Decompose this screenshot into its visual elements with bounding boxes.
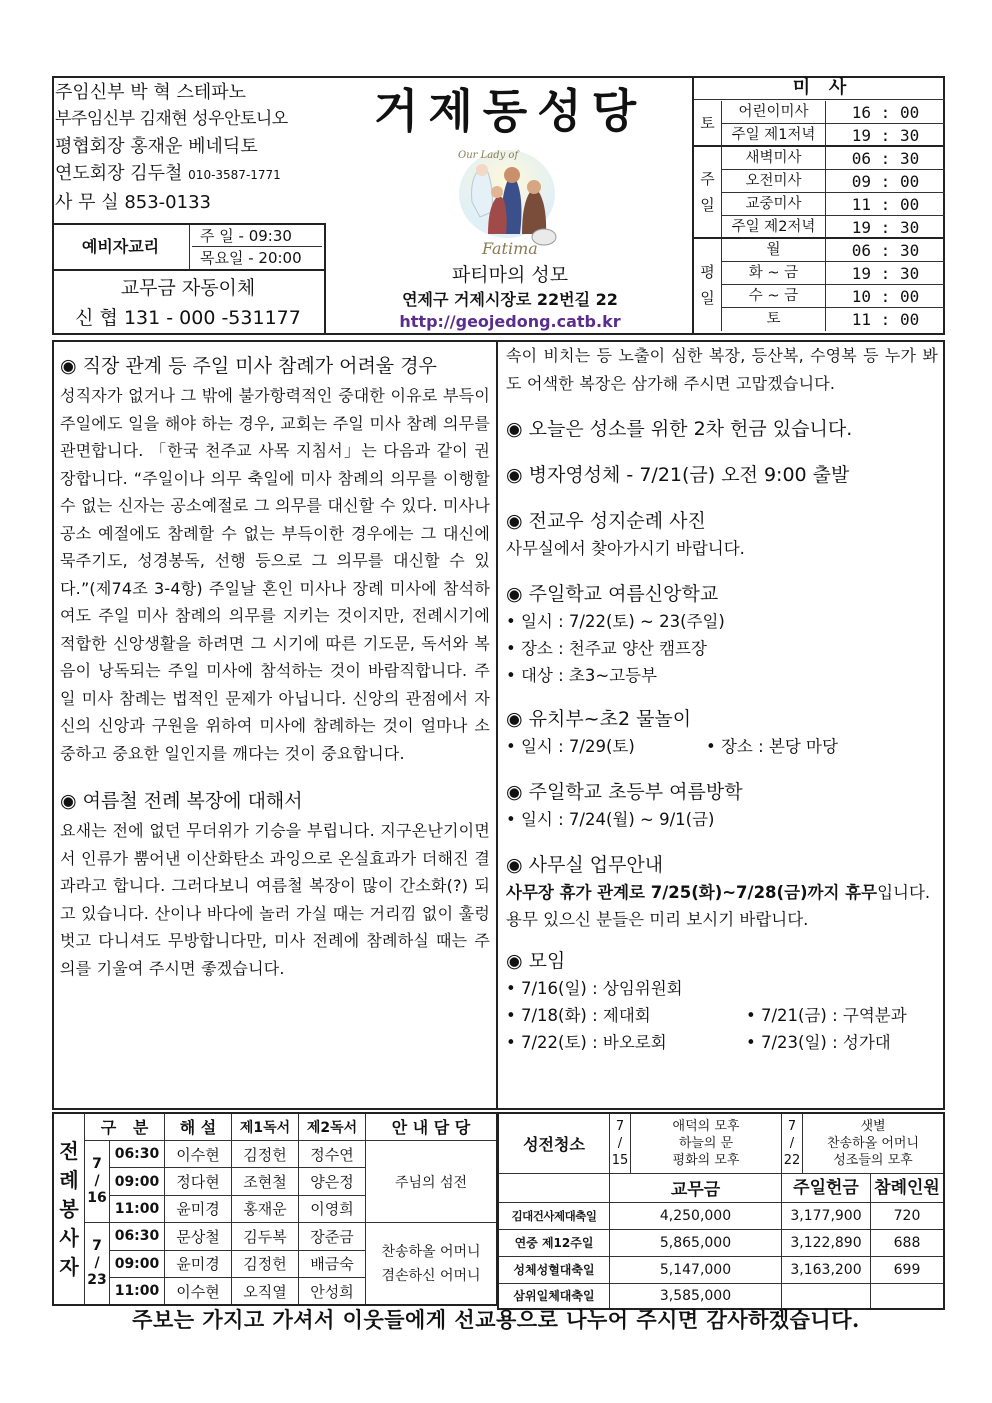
liturgy-time: 06:30: [110, 1223, 165, 1250]
mass-label: 수 ~ 금: [722, 285, 826, 308]
section-summer-attire-title: ◉ 여름철 전례 복장에 대해서: [60, 790, 303, 812]
cleaning-date: 7 / 15: [610, 1113, 631, 1173]
reader-2: 양은정: [299, 1168, 366, 1195]
mass-schedule: [692, 76, 945, 335]
liturgy-table: [52, 1112, 498, 1306]
reader-1: 김두복: [232, 1223, 299, 1250]
elder-president: 연도회장 김두철: [55, 163, 183, 184]
guide-group-line: 겸손하신 어머니: [381, 1267, 481, 1284]
finance-table-wrap: [497, 1112, 945, 1306]
donation-account: 신 협 131 - 000 -531177: [75, 307, 301, 329]
catechumen-label: 예비자교리: [52, 225, 190, 269]
notice-pilgrimage-body: 사무실에서 찾아가시기 바랍니다.: [506, 539, 745, 558]
mass-time: 19 : 30: [826, 124, 945, 147]
summer-school-list: [506, 608, 938, 689]
mass-time: 06 : 30: [826, 147, 945, 170]
list-item: • 대상 : 초3~고등부: [506, 662, 938, 689]
cleaning-date: 7 / 22: [782, 1113, 803, 1173]
mass-time: 06 : 30: [826, 239, 945, 262]
liturgy-header: 제2독서: [299, 1113, 366, 1140]
notice-meetings-title: ◉ 모임: [506, 950, 566, 972]
liturgy-table-wrap: [52, 1112, 498, 1306]
guide-group: [366, 1223, 498, 1305]
mass-label: 월: [722, 239, 826, 262]
finance-offering: 3,163,200: [782, 1257, 871, 1283]
reader-2: 안성희: [299, 1278, 366, 1305]
elder-phone: 010-3587-1771: [188, 168, 281, 182]
finance-tithe: 3,585,000: [610, 1283, 782, 1309]
mass-time: 10 : 00: [826, 285, 945, 308]
finance-attendance: 720: [893, 1207, 921, 1224]
guide-group-line: 찬송하올 어머니: [381, 1243, 481, 1260]
finance-header: 교무금: [610, 1173, 782, 1202]
finance-tithe: 4,250,000: [610, 1202, 782, 1229]
commentator: 윤미경: [165, 1250, 232, 1277]
left-column: [60, 352, 490, 982]
staff-info: [55, 79, 325, 216]
mass-label: 오전미사: [722, 170, 826, 193]
section-summer-attire-body: 요새는 전에 없던 무더위가 기승을 부립니다. 지구온난기이면서 인류가 뿜어낸 이산화탄소 과잉으로 온실효과가 더해진 결과라고 합니다. 그러다보니 여름철 복장이 많이 간소화(?) 되고 있습니다. 산이나 바다에 놀러 가실 때는 거리낌 없이 훌렁 벗고 다니셔도 무방합니다만, 미사 전례에 참례하실 때는 주의를 기울여 주시면 좋겠습니다.: [60, 821, 490, 978]
finance-header: [782, 1173, 945, 1202]
liturgy-date: 7 / 23: [85, 1223, 110, 1305]
reader-2: 이영희: [299, 1195, 366, 1222]
list-item: • 일시 : 7/22(토) ~ 23(주일): [506, 608, 938, 635]
attire-continued: 속이 비치는 등 노출이 심한 복장, 등산복, 수영복 등 누가 봐도 어색한 복장은 삼가해 주시면 고맙겠습니다.: [506, 346, 938, 393]
mass-time: 19 : 30: [826, 262, 945, 285]
mass-label: 화 ~ 금: [722, 262, 826, 285]
liturgy-header: 안 내 담 당: [366, 1113, 498, 1140]
notice-summer-school-title: ◉ 주일학교 여름신앙학교: [506, 583, 719, 605]
mass-label: 교중미사: [722, 193, 826, 216]
list-item: • 7/16(일) : 상임위원회: [506, 975, 938, 1002]
reader-1: 김정헌: [232, 1250, 299, 1277]
reader-2: 배금숙: [299, 1250, 366, 1277]
reader-2: 장준금: [299, 1223, 366, 1250]
list-item: • 7/22(토) : 바오로회: [506, 1029, 746, 1056]
finance-row-label: 삼위일체대축일: [498, 1283, 610, 1309]
liturgy-header: 구 분: [85, 1113, 165, 1140]
office-closure-note: 입니다. 용무 있으신 분들은 미리 보시기 바랍니다.: [506, 883, 931, 929]
commentator: 윤미경: [165, 1195, 232, 1222]
donation-title: 교무금 자동이체: [120, 277, 256, 299]
assistant-pastor: 부주임신부 김재현 성우안토니오: [55, 109, 288, 129]
mass-time: 11 : 00: [851, 310, 920, 329]
commentator: 이수현: [165, 1278, 232, 1305]
church-url[interactable]: http://geojedong.catb.kr: [399, 312, 621, 331]
finance-attendance: 699: [893, 1261, 921, 1278]
mass-day-label: 토: [694, 101, 722, 147]
footer-message: 주보는 가지고 가셔서 이웃들에게 선교용으로 나누어 주시면 감사하겠습니다.: [132, 1307, 860, 1332]
finance-attendance: 688: [893, 1234, 921, 1251]
list-item: • 7/18(화) : 제대회: [506, 1002, 746, 1029]
mass-day-label: 평 일: [694, 239, 722, 331]
notice-office-body: [506, 879, 938, 933]
liturgy-time: 11:00: [110, 1195, 165, 1222]
notice-office-title: ◉ 사무실 업무안내: [506, 854, 664, 876]
mass-label: 어린이미사: [722, 101, 826, 124]
right-column: [506, 342, 938, 1056]
mass-time: 16 : 00: [826, 101, 945, 124]
notice-vacation-title: ◉ 주일학교 초등부 여름방학: [506, 781, 743, 803]
finance-row-label: 김대건사제대축일: [498, 1202, 610, 1229]
mass-label: 주일 제2저녁: [722, 216, 826, 239]
list-item: • 일시 : 7/29(토): [506, 733, 706, 760]
notice-sick-communion: ◉ 병자영성체 - 7/21(금) 오전 9:00 출발: [506, 464, 850, 486]
water-play-details: [506, 733, 938, 760]
liturgy-date: 7 / 16: [85, 1140, 110, 1222]
catechumen-thursday: 목요일 - 20:00: [200, 249, 302, 267]
mass-label: 새벽미사: [722, 147, 826, 170]
list-item: • 7/23(일) : 성가대: [746, 1029, 891, 1056]
list-item: • 일시 : 7/24(월) ~ 9/1(금): [506, 806, 938, 833]
catechumen-sunday: 주 일 - 09:30: [192, 225, 322, 247]
council-president: 평협회장 홍재운 베네딕토: [55, 136, 258, 157]
mass-time: 19 : 30: [826, 216, 945, 239]
commentator: 문상철: [165, 1223, 232, 1250]
mass-label: 주일 제1저녁: [722, 124, 826, 147]
office-phone: 사 무 실 853-0133: [55, 192, 211, 213]
church-title: 거제동성당: [373, 84, 647, 138]
section-mass-obligation-title: ◉ 직장 관계 등 주일 미사 참례가 어려울 경우: [60, 355, 437, 377]
cleaning-groups: 샛별 찬송하올 어머니 성조들의 모후: [803, 1113, 945, 1173]
reader-1: 김정헌: [232, 1140, 299, 1167]
notice-pilgrimage-title: ◉ 전교우 성지순례 사진: [506, 510, 706, 532]
patron-name: 파티마의 성모: [451, 264, 569, 286]
finance-header: 참례인원: [874, 1177, 940, 1198]
mass-title: 미 사: [694, 76, 945, 100]
fatima-image: [452, 142, 562, 260]
donation-box: [52, 271, 326, 335]
finance-tithe: 5,147,000: [610, 1256, 782, 1283]
finance-table: [497, 1112, 945, 1310]
liturgy-header: 해 설: [165, 1113, 232, 1140]
office-closure: 사무장 휴가 관계로 7/25(화)~7/28(금)까지 휴무: [506, 883, 878, 902]
liturgy-side-label: 전 례 봉 사 자: [53, 1113, 85, 1305]
section-mass-obligation-body: 성직자가 없거나 그 밖에 불가항력적인 중대한 이유로 부득이 주일에도 일을 해야 하는 경우, 교회는 주일 미사 참례 의무를 관면합니다. 「한국 천주교 사목 지침서」는 다음과 같이 권장합니다. “주일이나 의무 축일에 미사 참례의 의무를 이행할 수 없는 신자는 공소예절로 그 의무를 대신할 수 있다. 미사나 공소 예절에도 참례할 수 없는 부득이한 경우에는 그 대신에 묵주기도, 성경봉독, 선행 등으로 그 의무를 대신할 수 있다.”(제74조 3-4항) 주일날 혼인 미사나 장례 미사에 참석하여도 주일 미사 참례의 의무를 지키는 것이지만, 전례시기에 적합한 신앙생활을 하려면 그 시기에 따른 기도문, 독서와 복음이 낭독되는 주일 미사에 참석하는 것이 바람직합니다. 주일 미사 참례는 법적인 문제가 아닙니다. 신앙의 관점에서 자신의 신앙과 구원을 위하여 미사에 참례하는 것이 얼마나 소중하고 중요한 일인지를 깨다는 것이 중요합니다.: [60, 386, 490, 763]
finance-row-label: 연중 제12주일: [498, 1229, 610, 1256]
commentator: 정다현: [165, 1168, 232, 1195]
list-item: • 장소 : 본당 마당: [706, 733, 838, 760]
reader-1: 오직열: [232, 1278, 299, 1305]
liturgy-header: 제1독서: [232, 1113, 299, 1140]
liturgy-time: 09:00: [110, 1250, 165, 1277]
commentator: 이수현: [165, 1140, 232, 1167]
cleaning-groups: 애덕의 모후 하늘의 문 평화의 모후: [631, 1113, 782, 1173]
mass-day-label: 주 일: [694, 147, 722, 239]
mass-time: 09 : 00: [826, 170, 945, 193]
list-item: • 7/21(금) : 구역분과: [746, 1002, 907, 1029]
fatima-caption-top: Our Lady of: [458, 150, 519, 161]
meetings-list: [506, 975, 938, 1002]
list-item: • 장소 : 천주교 양산 캠프장: [506, 635, 938, 662]
finance-corner: [498, 1173, 610, 1202]
church-address: 연제구 거제시장로 22번길 22: [402, 290, 618, 309]
pastor: 주임신부 박 혁 스테파노: [55, 82, 247, 103]
finance-tithe: 5,865,000: [610, 1229, 782, 1256]
reader-1: 홍재운: [232, 1195, 299, 1222]
finance-row-label: 성체성혈대축일: [498, 1256, 610, 1283]
finance-offering: 3,177,900: [782, 1203, 871, 1229]
reader-1: 조현철: [232, 1168, 299, 1195]
mass-time: 11 : 00: [826, 193, 945, 216]
fatima-caption-bottom: Fatima: [482, 239, 538, 258]
liturgy-time: 11:00: [110, 1278, 165, 1305]
liturgy-time: 06:30: [110, 1140, 165, 1167]
guide-group: 주님의 섬전: [366, 1140, 498, 1222]
mass-label: 토: [722, 308, 826, 331]
notice-second-collection: ◉ 오늘은 성소를 위한 2차 헌금 있습니다.: [506, 418, 853, 440]
reader-2: 정수연: [299, 1140, 366, 1167]
cleaning-label: 성전청소: [498, 1113, 610, 1173]
liturgy-time: 09:00: [110, 1168, 165, 1195]
finance-header: 주일헌금: [782, 1174, 871, 1202]
column-divider: [496, 340, 498, 1110]
notice-water-play-title: ◉ 유치부~초2 물놀이: [506, 708, 692, 730]
catechumen-box: [52, 223, 326, 271]
finance-offering: 3,122,890: [782, 1230, 871, 1256]
